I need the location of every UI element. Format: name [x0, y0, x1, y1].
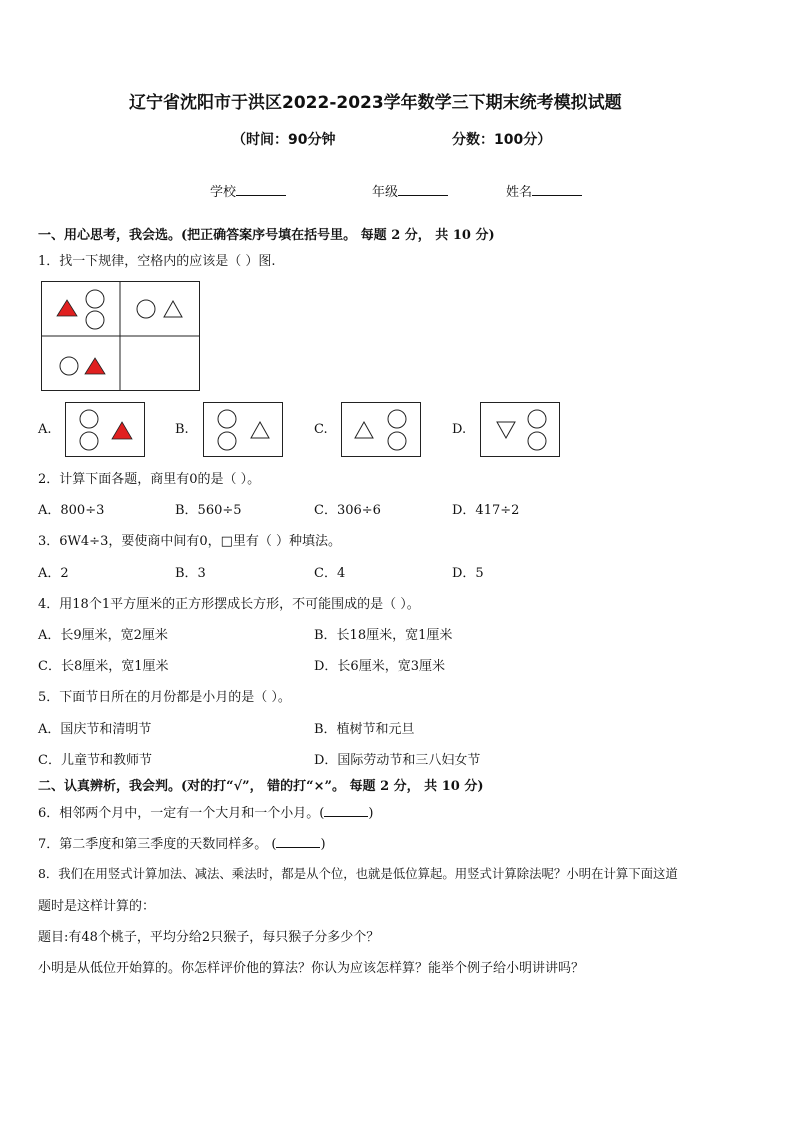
circle-icon	[86, 311, 104, 329]
school-field	[210, 181, 286, 200]
page-title: 辽宁省沈阳市于洪区2022-2023学年数学三下期末统考模拟试题	[129, 93, 622, 113]
q3-option-b[interactable]: B．3	[175, 566, 206, 581]
q5-option-a[interactable]: A．国庆节和清明节	[38, 722, 152, 737]
q4-option-d[interactable]: D．长6厘米，宽3厘米	[314, 659, 445, 674]
q7-answer-blank[interactable]	[276, 846, 320, 848]
q1-option-b-label: B.	[175, 422, 189, 437]
circle-icon	[528, 432, 546, 450]
name-field	[506, 181, 582, 200]
q2-text: 2．计算下面各题，商里有0的是（ ）。	[38, 472, 261, 487]
school-blank	[236, 194, 286, 196]
q3-option-d[interactable]: D．5	[452, 566, 484, 581]
red-triangle-icon	[85, 358, 105, 374]
triangle-icon	[251, 422, 269, 438]
q3-option-c[interactable]: C．4	[314, 566, 346, 581]
q5-option-c[interactable]: C．儿童节和教师节	[38, 753, 152, 768]
q1-option-d-label: D.	[452, 422, 467, 437]
q5-option-d[interactable]: D．国际劳动节和三八妇女节	[314, 753, 481, 768]
q1-text: 1．找一下规律，空格内的应该是（ ）图.	[38, 254, 276, 269]
q7-item	[38, 833, 326, 852]
grade-field	[372, 181, 448, 200]
circle-icon	[86, 290, 104, 308]
q6-answer-blank[interactable]	[324, 815, 368, 817]
circle-icon	[388, 410, 406, 428]
q2-option-a[interactable]: A．800÷3	[38, 503, 105, 518]
circle-icon	[218, 432, 236, 450]
q4-option-c[interactable]: C．长8厘米，宽1厘米	[38, 659, 169, 674]
grade-blank	[398, 194, 448, 196]
inverted-triangle-icon	[497, 422, 515, 438]
q3-option-a[interactable]: A．2	[38, 566, 69, 581]
q1-option-b[interactable]	[203, 402, 283, 457]
circle-icon	[388, 432, 406, 450]
q1-pattern-grid	[41, 281, 200, 391]
q7-close: )	[320, 837, 326, 852]
name-label: 姓名	[506, 185, 533, 200]
exam-score: 分数：100分）	[452, 132, 552, 148]
q6-item	[38, 802, 373, 821]
q5-text: 5．下面节日所在的月份都是小月的是（ ）。	[38, 690, 291, 705]
q1-option-a-label: A.	[38, 422, 52, 437]
q1-option-c[interactable]	[341, 402, 421, 457]
q1-option-c-label: C.	[314, 422, 328, 437]
circle-icon	[137, 300, 155, 318]
q7-text: 7．第二季度和第三季度的天数同样多。 (	[38, 837, 277, 852]
circle-icon	[80, 432, 98, 450]
q4-text: 4．用18个1平方厘米的正方形摆成长方形，不可能围成的是（ ）。	[38, 597, 420, 612]
q8-line1: 8．我们在用竖式计算加法、减法、乘法时，都是从个位，也就是低位算起。用竖式计算除法呢？小明在计算下面这道	[38, 866, 678, 881]
school-label: 学校	[210, 185, 237, 200]
q1-grid-svg	[42, 282, 199, 390]
name-blank	[532, 194, 582, 196]
q6-close: )	[368, 806, 374, 821]
section2-heading: 二、认真辨析，我会判。(对的打“√”， 错的打“×”。 每题 2 分， 共 10 分)	[38, 779, 484, 794]
red-triangle-icon	[112, 422, 132, 439]
q3-text: 3．6W4÷3，要使商中间有0，□里有（ ）种填法。	[38, 534, 342, 549]
q2-option-c[interactable]: C．306÷6	[314, 503, 381, 518]
circle-icon	[218, 410, 236, 428]
section1-heading: 一、用心思考，我会选。(把正确答案序号填在括号里。 每题 2 分， 共 10 分)	[38, 228, 495, 243]
circle-icon	[60, 357, 78, 375]
q4-option-a[interactable]: A．长9厘米，宽2厘米	[38, 628, 168, 643]
q4-option-b[interactable]: B．长18厘米，宽1厘米	[314, 628, 453, 643]
circle-icon	[528, 410, 546, 428]
q8-line4: 小明是从低位开始算的。你怎样评价他的算法？你认为应该怎样算？能举个例子给小明讲讲吗？	[38, 961, 585, 976]
q2-option-d[interactable]: D．417÷2	[452, 503, 520, 518]
grade-label: 年级	[372, 185, 399, 200]
q6-text: 6．相邻两个月中，一定有一个大月和一个小月。(	[38, 806, 325, 821]
triangle-icon	[355, 422, 373, 438]
red-triangle-icon	[57, 300, 77, 316]
q8-line3: 题目:有48个桃子，平均分给2只猴子，每只猴子分多少个？	[38, 930, 380, 945]
q2-option-b[interactable]: B．560÷5	[175, 503, 242, 518]
q1-option-a[interactable]	[65, 402, 145, 457]
triangle-icon	[164, 301, 182, 317]
exam-time: （时间：90分钟	[232, 132, 336, 148]
circle-icon	[80, 410, 98, 428]
q5-option-b[interactable]: B．植树节和元旦	[314, 722, 415, 737]
q1-option-d[interactable]	[480, 402, 560, 457]
q8-line2: 题时是这样计算的：	[38, 899, 156, 914]
